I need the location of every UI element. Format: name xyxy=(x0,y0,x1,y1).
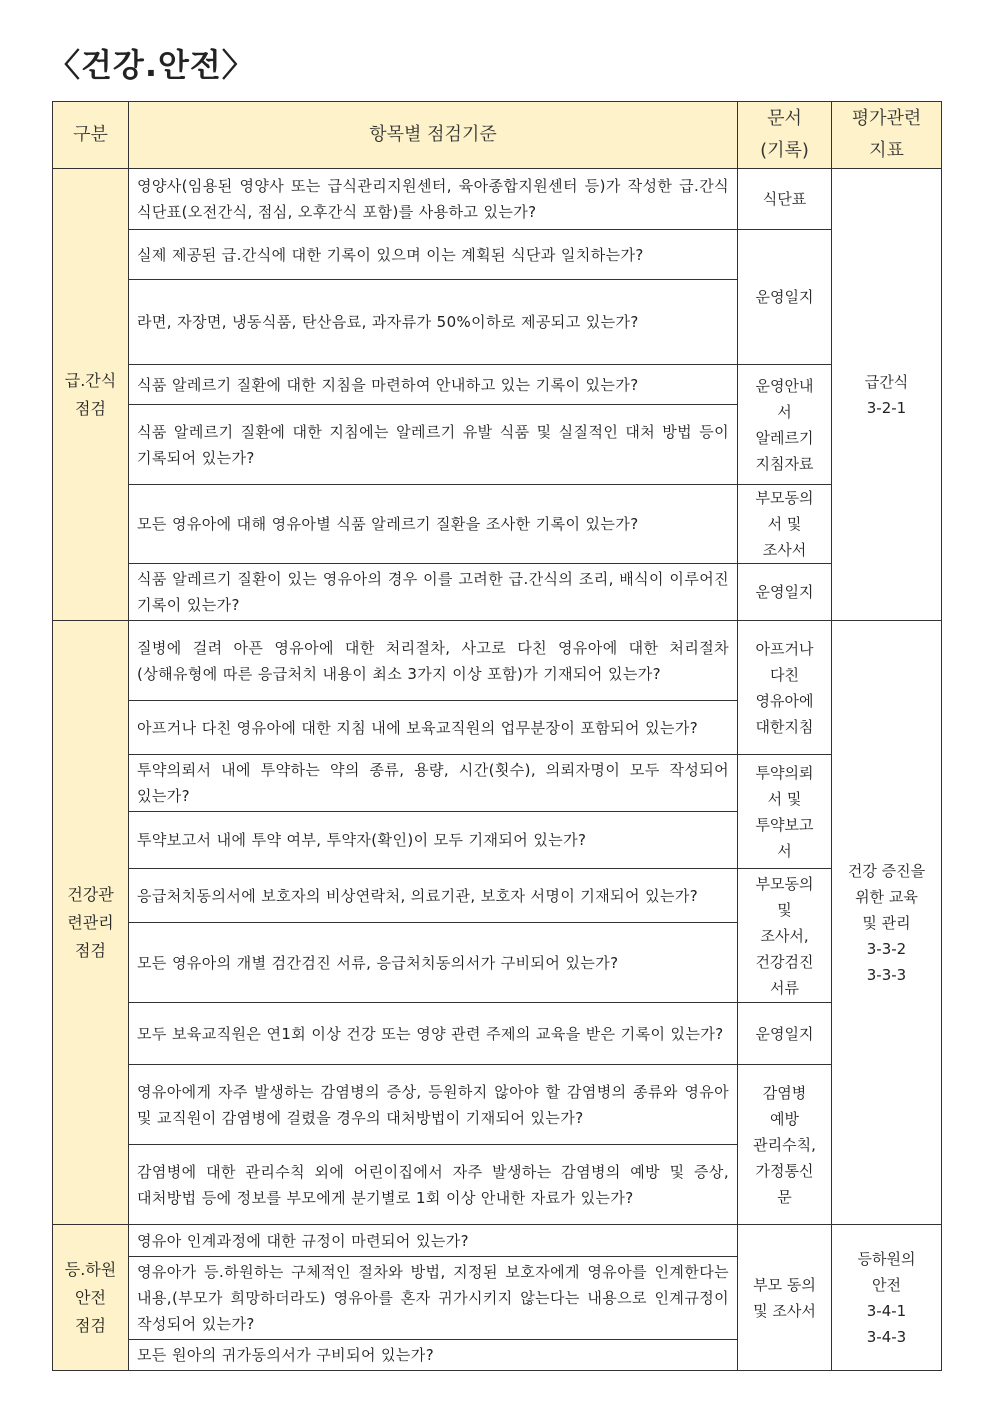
document-cell: 아프거나 다친 영유아에 대한지침 xyxy=(738,621,832,755)
table-row xyxy=(53,1003,942,1065)
category-cell-meal: 급.간식 점검 xyxy=(53,169,129,621)
header-indicator: 평가관련 지표 xyxy=(832,102,942,169)
indicator-cell-meal: 급간식 3-2-1 xyxy=(832,169,942,621)
document-cell: 부모동의 서 및 조사서 xyxy=(738,485,832,564)
header-document: 문서 (기록) xyxy=(738,102,832,169)
criteria-cell: 응급처치동의서에 보호자의 비상연락처, 의료기관, 보호자 서명이 기재되어 있는가? xyxy=(129,869,738,923)
category-cell-health: 건강관 련관리 점검 xyxy=(53,621,129,1225)
criteria-cell: 감염병에 대한 관리수칙 외에 어린이집에서 자주 발생하는 감염병의 예방 및 증상, 대처방법 등에 정보를 부모에게 분기별로 1회 이상 안내한 자료가 있는가? xyxy=(129,1145,738,1225)
table-row xyxy=(53,1225,942,1257)
table-row xyxy=(53,564,942,621)
document-cell: 운영안내 서 알레르기 지침자료 xyxy=(738,365,832,485)
table-row xyxy=(53,485,942,564)
criteria-cell: 투약의뢰서 내에 투약하는 약의 종류, 용량, 시간(횟수), 의뢰자명이 모두 작성되어 있는가? xyxy=(129,755,738,812)
document-cell: 부모동의 및 조사서, 건강검진 서류 xyxy=(738,869,832,1003)
criteria-cell: 영양사(임용된 영양사 또는 급식관리지원센터, 육아종합지원센터 등)가 작성한 급.간식 식단표(오전간식, 점심, 오후간식 포함)를 사용하고 있는가? xyxy=(129,169,738,230)
table-row xyxy=(53,1065,942,1145)
criteria-cell: 모든 영유아의 개별 검간검진 서류, 응급처치동의서가 구비되어 있는가? xyxy=(129,923,738,1003)
document-cell: 운영일지 xyxy=(738,230,832,365)
criteria-cell: 실제 제공된 급.간식에 대한 기록이 있으며 이는 계획된 식단과 일치하는가? xyxy=(129,230,738,280)
category-cell-commute: 등.하원 안전 점검 xyxy=(53,1225,129,1371)
criteria-cell: 영유아가 등.하원하는 구체적인 절차와 방법, 지정된 보호자에게 영유아를 인계한다는 내용,(부모가 희망하더라도) 영유아를 혼자 귀가시키지 않는다는 내용으로 인계규정이 작성되어 있는가? xyxy=(129,1257,738,1340)
document-cell: 식단표 xyxy=(738,169,832,230)
document-cell: 투약의뢰 서 및 투약보고 서 xyxy=(738,755,832,869)
health-safety-checklist-table xyxy=(52,101,942,1371)
table-row xyxy=(53,755,942,812)
table-row xyxy=(53,869,942,923)
criteria-cell: 투약보고서 내에 투약 여부, 투약자(확인)이 모두 기재되어 있는가? xyxy=(129,812,738,869)
criteria-cell: 영유아에게 자주 발생하는 감염병의 증상, 등원하지 않아야 할 감염병의 종류와 영유아 및 교직원이 감염병에 걸렸을 경우의 대처방법이 기재되어 있는가? xyxy=(129,1065,738,1145)
header-category: 구분 xyxy=(53,102,129,169)
header-row xyxy=(53,102,942,169)
document-cell: 운영일지 xyxy=(738,1003,832,1065)
table-row xyxy=(53,621,942,701)
criteria-cell: 식품 알레르기 질환에 대한 지침을 마련하여 안내하고 있는 기록이 있는가? xyxy=(129,365,738,405)
criteria-cell: 모두 보육교직원은 연1회 이상 건강 또는 영양 관련 주제의 교육을 받은 기록이 있는가? xyxy=(129,1003,738,1065)
document-cell: 감염병 예방 관리수칙, 가정통신 문 xyxy=(738,1065,832,1225)
table-row xyxy=(53,365,942,405)
document-cell: 부모 동의 및 조사서 xyxy=(738,1225,832,1371)
criteria-cell: 모든 영유아에 대해 영유아별 식품 알레르기 질환을 조사한 기록이 있는가? xyxy=(129,485,738,564)
table-row xyxy=(53,230,942,280)
indicator-cell-health: 건강 증진을 위한 교육 및 관리 3-3-2 3-3-3 xyxy=(832,621,942,1225)
document-cell: 운영일지 xyxy=(738,564,832,621)
criteria-cell: 식품 알레르기 질환에 대한 지침에는 알레르기 유발 식품 및 실질적인 대처 방법 등이 기록되어 있는가? xyxy=(129,405,738,485)
indicator-cell-commute: 등하원의 안전 3-4-1 3-4-3 xyxy=(832,1225,942,1371)
criteria-cell: 영유아 인계과정에 대한 규정이 마련되어 있는가? xyxy=(129,1225,738,1257)
page-title: 〈건강.안전〉 xyxy=(48,46,255,84)
criteria-cell: 모든 원아의 귀가동의서가 구비되어 있는가? xyxy=(129,1340,738,1371)
criteria-cell: 질병에 걸려 아픈 영유아에 대한 처리절차, 사고로 다친 영유아에 대한 처리절차(상해유형에 따른 응급처치 내용이 최소 3가지 이상 포함)가 기재되어 있는가? xyxy=(129,621,738,701)
header-criteria: 항목별 점검기준 xyxy=(129,102,738,169)
criteria-cell: 식품 알레르기 질환이 있는 영유아의 경우 이를 고려한 급.간식의 조리, 배식이 이루어진 기록이 있는가? xyxy=(129,564,738,621)
table-row xyxy=(53,169,942,230)
criteria-cell: 라면, 자장면, 냉동식품, 탄산음료, 과자류가 50%이하로 제공되고 있는가? xyxy=(129,280,738,365)
criteria-cell: 아프거나 다친 영유아에 대한 지침 내에 보육교직원의 업무분장이 포함되어 있는가? xyxy=(129,701,738,755)
